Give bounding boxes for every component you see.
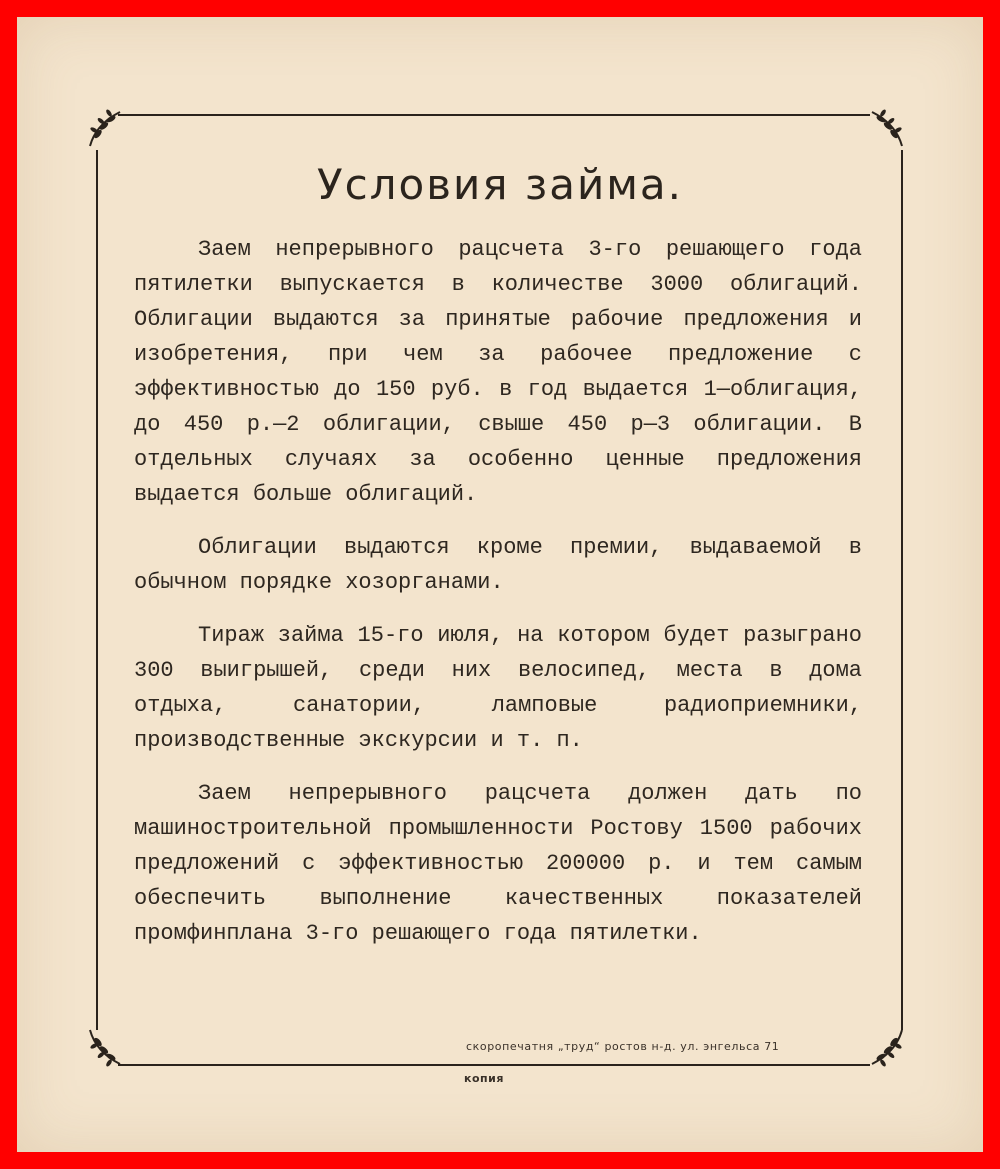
printer-imprint: скоропечатня „труд“ ростов н-д. ул. энгельса 71 [466, 1040, 780, 1053]
laurel-corner-top-right-icon [860, 104, 906, 150]
document-body [134, 232, 862, 969]
frame-border-top [118, 114, 870, 116]
paragraph-goal: Заем непрерывного рацсчета должен дать по машиностроительной промышленности Ростову 1500 рабочих предложений с эффективностью 200000 р. и тем самым обеспечить выполнение качественных показателей промфинплана 3-го решающего года пятилетки. [134, 781, 862, 946]
laurel-corner-bottom-left-icon [86, 1026, 132, 1072]
frame-border-left [96, 150, 98, 1030]
copy-stamp: копия [464, 1072, 504, 1085]
paragraph-draw: Тираж займа 15-го июля, на котором будет разыграно 300 выигрышей, среди них велосипед, места в дома отдыха, санатории, ламповые радиоприемники, производственные экскурсии и т. п. [134, 623, 862, 753]
frame-border-right [901, 150, 903, 1030]
laurel-corner-bottom-right-icon [860, 1026, 906, 1072]
paragraph-bonus: Облигации выдаются кроме премии, выдаваемой в обычном порядке хозорганами. [134, 535, 862, 595]
frame-border-bottom [118, 1064, 870, 1066]
laurel-corner-top-left-icon [86, 104, 132, 150]
paragraph-loan-issue: Заем непрерывного рацсчета 3-го решающего года пятилетки выпускается в количестве 3000 облигаций. Облигации выдаются за принятые рабочие предложения и изобретения, при чем за рабочее предложение с эффективностью до 150 руб. в год выдается 1—облигация, до 450 р.—2 облигации, свыше 450 р—3 облигации. В отдельных случаях за особенно ценные предложения выдается больше облигаций. [134, 237, 862, 507]
document-title: Условия займа. [316, 160, 684, 209]
